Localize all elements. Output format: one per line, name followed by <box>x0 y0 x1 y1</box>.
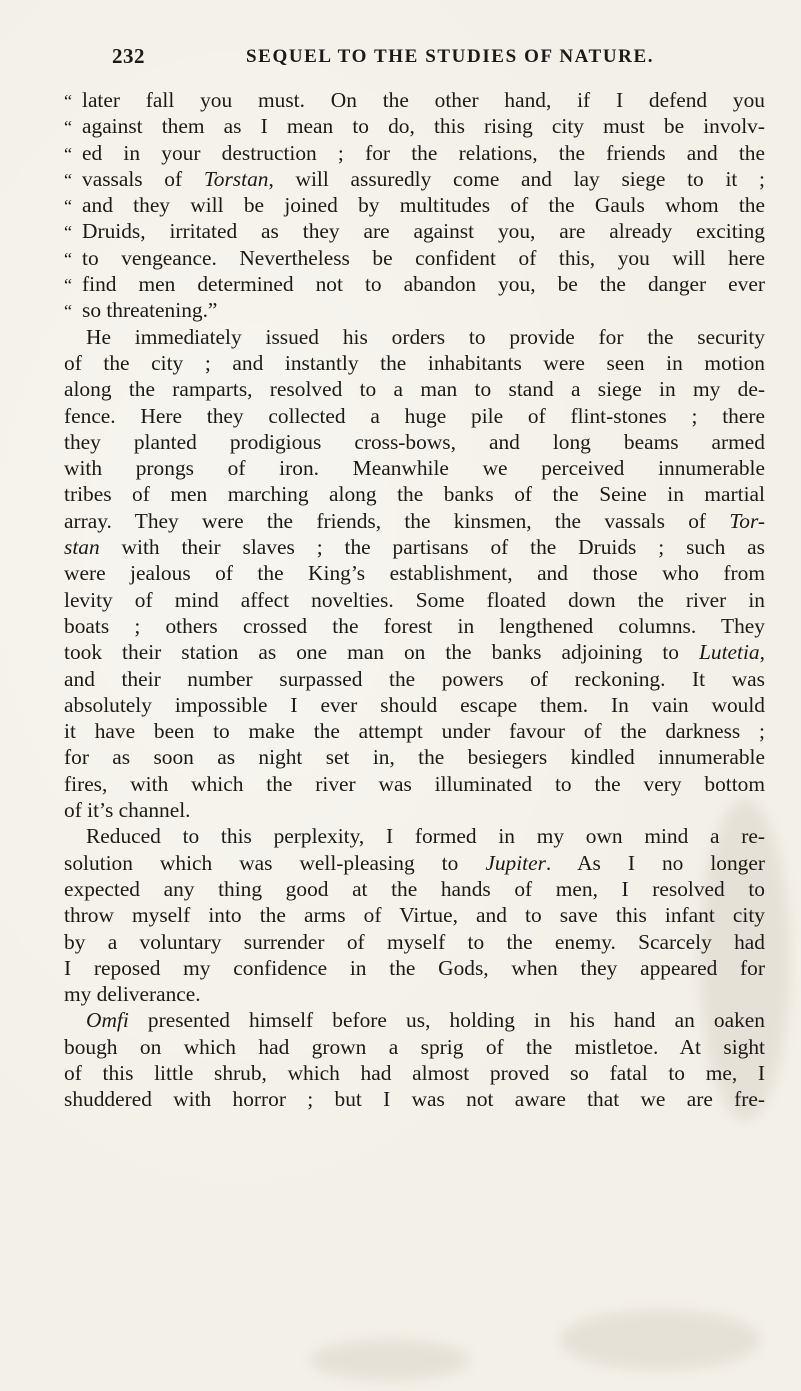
line-text: He immediately issued his orders to provide for the security <box>86 324 765 349</box>
line-text: array. They were the friends, the kinsmen, the vassals of Tor- <box>64 508 765 533</box>
line-text: it have been to make the attempt under favour of the darkness ; <box>64 719 765 744</box>
text-line <box>64 744 765 770</box>
line-text: and their number surpassed the powers of reckoning. It was <box>64 666 765 691</box>
line-text: Omfi presented himself before us, holding in his hand an oaken <box>86 1008 765 1033</box>
line-text: so threatening.” <box>82 298 218 323</box>
line-text: fence. Here they collected a huge pile of flint-stones ; there <box>64 403 765 428</box>
line-text: I reposed my confidence in the Gods, when they appeared for <box>64 955 765 980</box>
quote-mark: “ <box>64 91 72 111</box>
line-text: by a voluntary surrender of myself to the enemy. Scarcely had <box>64 929 765 954</box>
text-line <box>64 955 765 981</box>
line-text: shuddered with horror ; but I was not aware that we are fre- <box>64 1087 765 1112</box>
text-line <box>64 1034 765 1060</box>
quote-mark: “ <box>64 143 72 164</box>
text-line <box>64 560 765 586</box>
text-line <box>64 350 765 376</box>
line-text: along the ramparts, resolved to a man to stand a siege in my de- <box>64 377 765 402</box>
text-line <box>64 718 765 744</box>
text-line <box>64 245 765 271</box>
running-head <box>0 44 801 74</box>
quote-mark: “ <box>64 248 72 269</box>
text-line <box>64 140 765 166</box>
text-line <box>64 666 765 692</box>
body-text <box>64 87 784 1113</box>
text-line <box>64 771 765 797</box>
quote-mark: “ <box>64 169 72 190</box>
line-text: levity of mind affect novelties. Some floated down the river in <box>64 587 765 612</box>
line-text: they planted prodigious cross-bows, and long beams armed <box>64 429 765 454</box>
text-line <box>64 297 765 323</box>
text-line <box>64 481 765 507</box>
line-text: of it’s channel. <box>64 798 191 823</box>
running-title: SEQUEL TO THE STUDIES OF NATURE. <box>246 46 655 67</box>
line-text: find men determined not to abandon you, be the danger ever <box>82 272 765 297</box>
text-line <box>64 455 765 481</box>
line-text: to vengeance. Nevertheless be confident of this, you will here <box>82 245 765 270</box>
line-text: bough on which had grown a sprig of the mistletoe. At sight <box>64 1034 765 1059</box>
line-text: boats ; others crossed the forest in lengthened columns. They <box>64 613 765 638</box>
line-text: later fall you must. On the other hand, if I defend you <box>82 88 765 112</box>
text-line <box>64 902 765 928</box>
line-text: solution which was well-pleasing to Jupiter. As I no longer <box>64 850 765 875</box>
line-text: of this little shrub, which had almost proved so fatal to me, I <box>64 1060 765 1085</box>
text-line <box>64 823 765 849</box>
text-line <box>64 1007 765 1033</box>
text-line <box>64 87 765 113</box>
line-text: were jealous of the King’s establishment, and those who from <box>64 561 765 586</box>
line-text: expected any thing good at the hands of men, I resolved to <box>64 876 765 901</box>
text-line <box>64 876 765 902</box>
quote-mark: “ <box>64 301 72 322</box>
text-line <box>64 271 765 297</box>
text-line <box>64 324 765 350</box>
text-line <box>64 508 765 534</box>
quote-mark: “ <box>64 196 72 217</box>
text-line <box>64 587 765 613</box>
text-line <box>64 929 765 955</box>
line-text: fires, with which the river was illuminated to the very bottom <box>64 771 765 796</box>
text-line <box>64 429 765 455</box>
text-line <box>64 376 765 402</box>
line-text: throw myself into the arms of Virtue, and to save this infant city <box>64 903 765 928</box>
quote-mark: “ <box>64 117 72 138</box>
page-number: 232 <box>112 44 145 68</box>
line-text: absolutely impossible I ever should escape them. In vain would <box>64 692 765 717</box>
text-line <box>64 613 765 639</box>
quote-mark: “ <box>64 222 72 243</box>
line-text: took their station as one man on the banks adjoining to Lutetia, <box>64 640 765 665</box>
text-line <box>64 850 765 876</box>
text-line <box>64 166 765 192</box>
line-text: vassals of Torstan, will assuredly come and lay siege to it ; <box>82 166 765 191</box>
text-line <box>64 797 765 823</box>
line-text: my deliverance. <box>64 982 201 1007</box>
quote-mark: “ <box>64 275 72 296</box>
line-text: with prongs of iron. Meanwhile we perceived innumerable <box>64 456 765 481</box>
text-line <box>64 1060 765 1086</box>
line-text: Druids, irritated as they are against you, are already exciting <box>82 219 765 244</box>
paper-stain <box>310 1340 470 1380</box>
text-line <box>64 692 765 718</box>
line-text: ed in your destruction ; for the relations, the friends and the <box>82 140 765 165</box>
line-text: and they will be joined by multitudes of the Gauls whom the <box>82 193 765 218</box>
text-line <box>64 981 765 1007</box>
line-text: for as soon as night set in, the besiegers kindled innumerable <box>64 745 765 770</box>
line-text: stan with their slaves ; the partisans of the Druids ; such as <box>64 535 765 560</box>
text-line <box>64 534 765 560</box>
text-line <box>64 639 765 665</box>
line-text: tribes of men marching along the banks of the Seine in martial <box>64 482 765 507</box>
line-text: Reduced to this perplexity, I formed in my own mind a re- <box>86 824 765 849</box>
text-line <box>64 192 765 218</box>
text-line <box>64 218 765 244</box>
paper-stain <box>560 1310 760 1370</box>
text-line <box>64 1086 765 1112</box>
line-text: against them as I mean to do, this rising city must be involv- <box>82 114 765 139</box>
text-line <box>64 403 765 429</box>
line-text: of the city ; and instantly the inhabitants were seen in motion <box>64 350 765 375</box>
text-line <box>64 113 765 139</box>
